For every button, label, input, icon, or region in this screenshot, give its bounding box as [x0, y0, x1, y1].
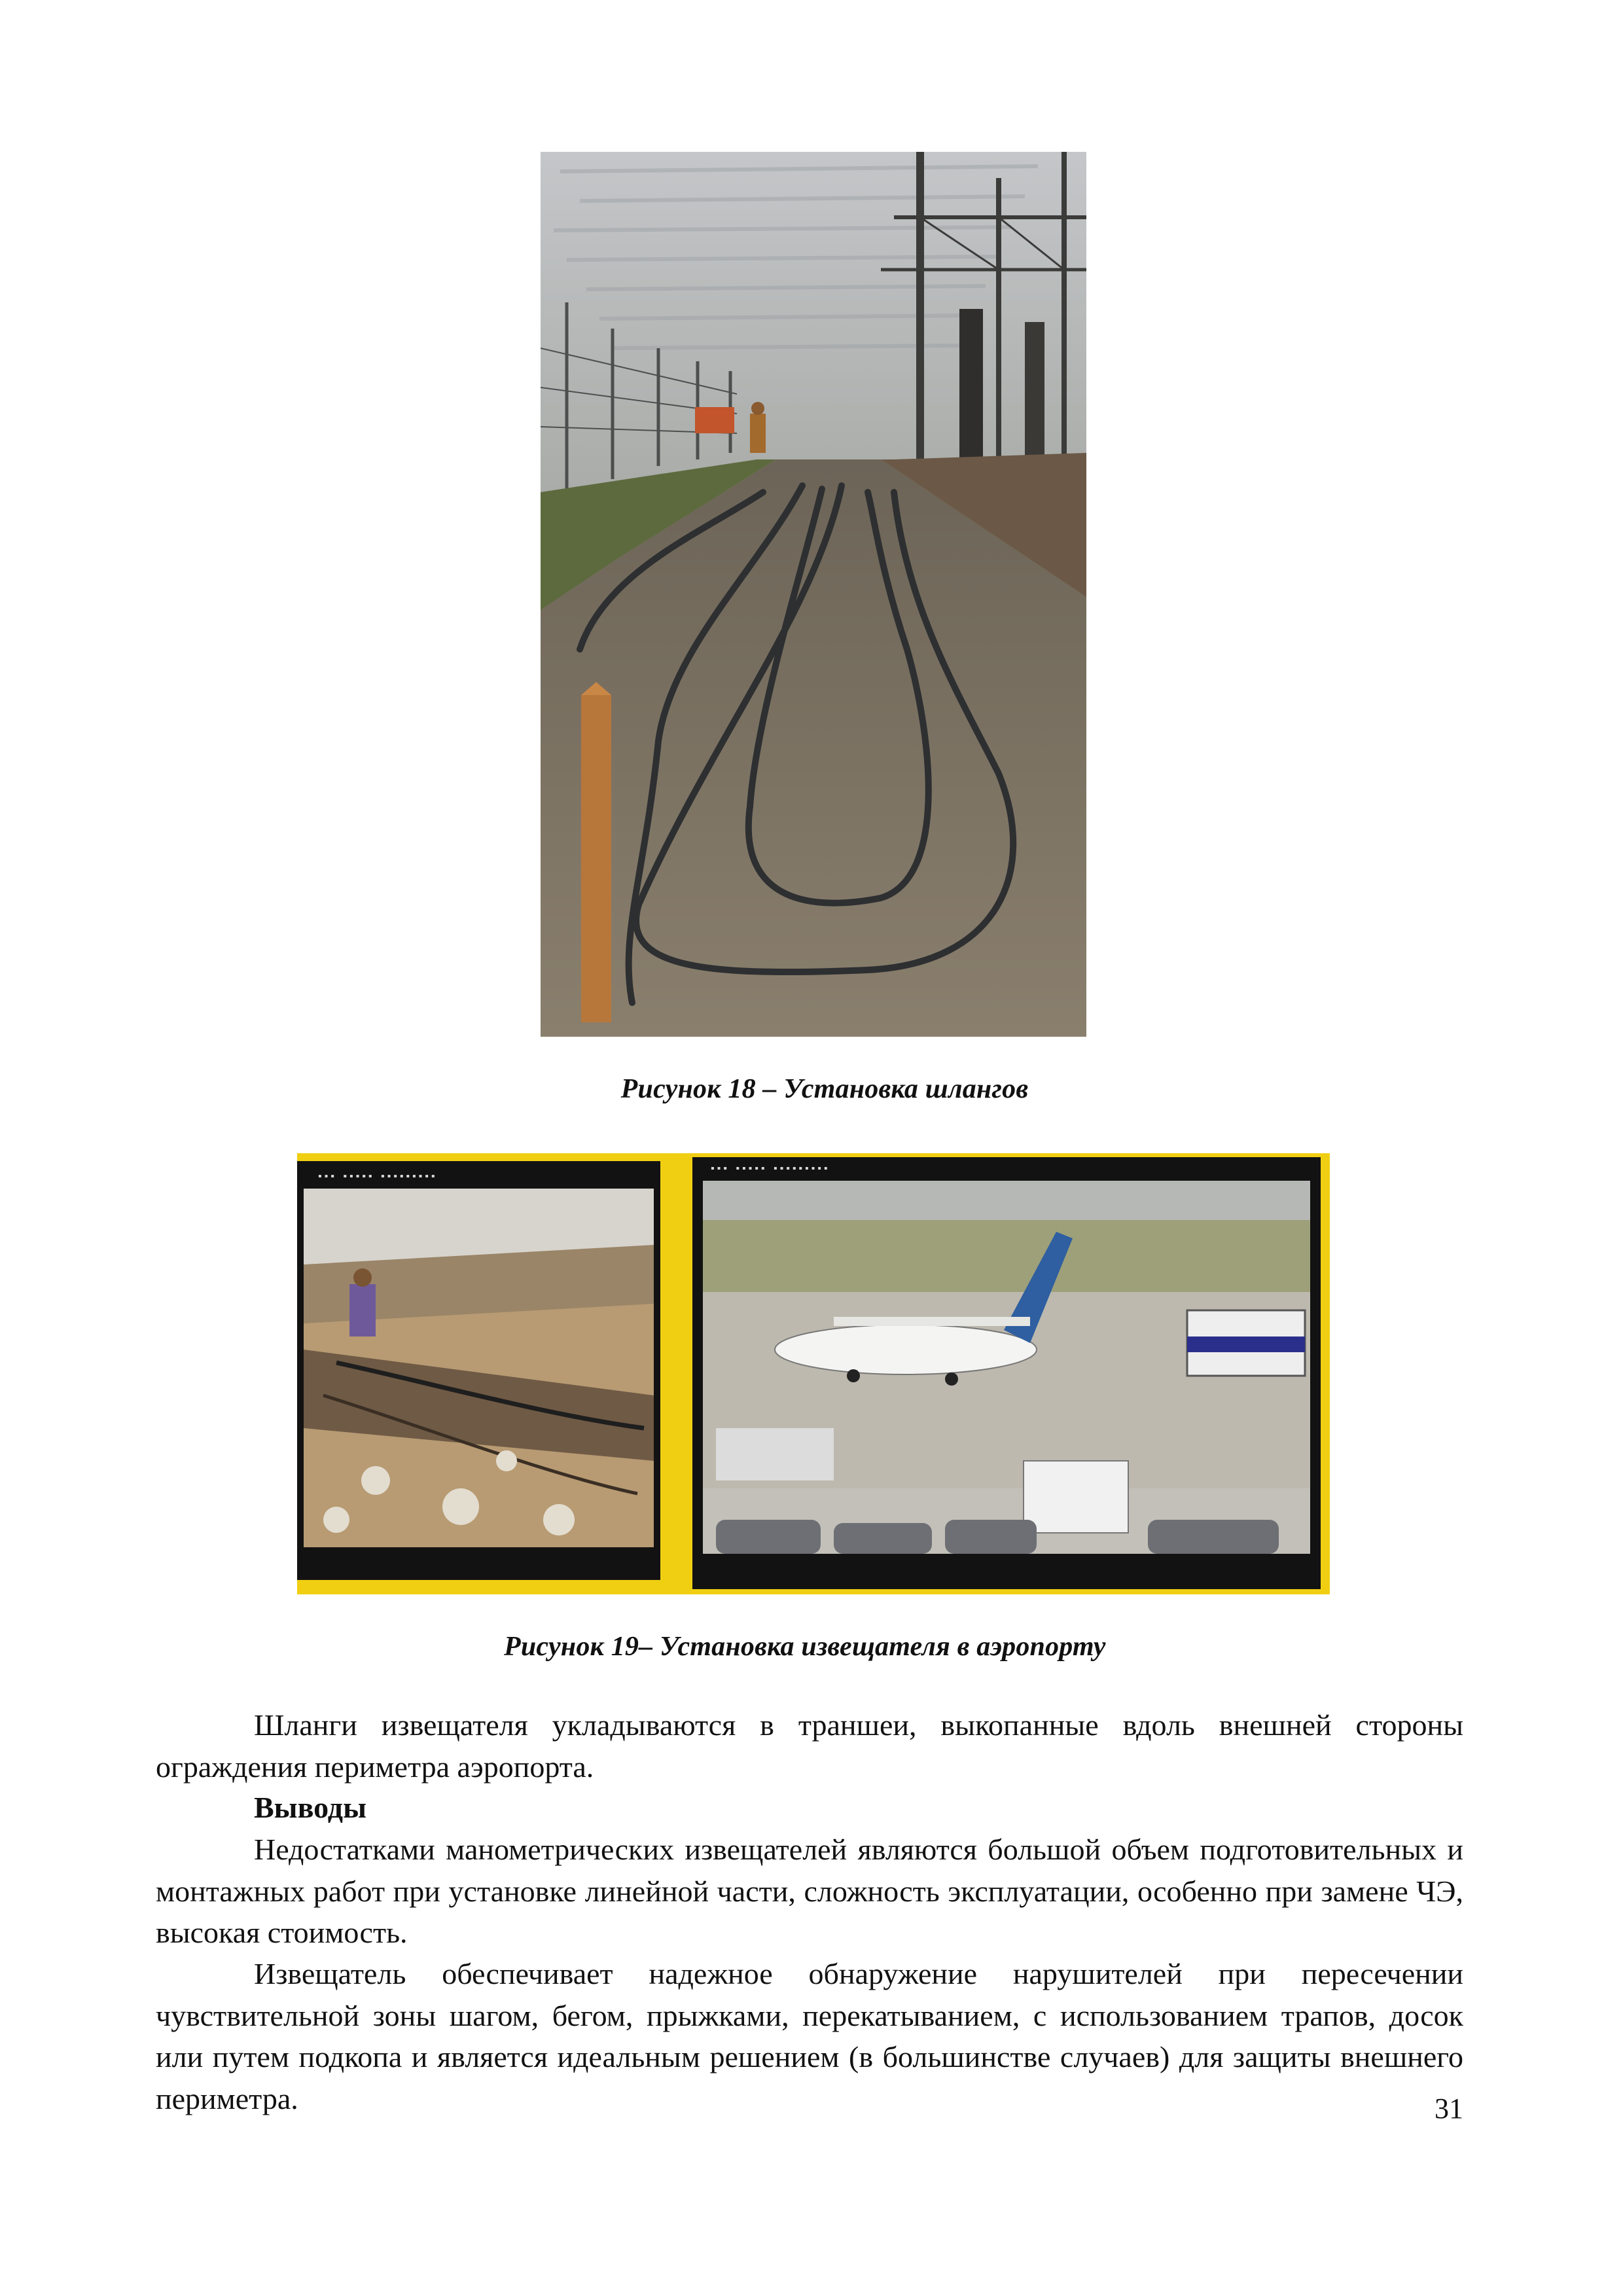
figure-19-caption: Рисунок 19– Установка извещателя в аэропорту [504, 1632, 1106, 1662]
sky [541, 152, 1086, 492]
paragraph-advantages: Извещатель обеспечивает надежное обнаружение нарушителей при пересечении чувствительной зоны шагом, бегом, прыжками, перекатыванием, с использованием трапов, досок или путем подкопа и является идеальным решением (в большинстве случаев) для защиты внешнего периметра. [156, 1957, 1463, 2115]
figure-18-caption: Рисунок 18 – Установка шлангов [620, 1074, 1029, 1104]
transformer [959, 309, 983, 466]
paragraph-hoses: Шланги извещателя укладываются в траншеи, выкопанные вдоль внешней стороны ограждения периметра аэропорта. [156, 1708, 1463, 1784]
section-heading: Выводы [254, 1791, 366, 1824]
van [1024, 1461, 1128, 1533]
airport-installation-illustration [297, 1153, 1330, 1594]
paragraph-drawbacks: Недостатками манометрических извещателей являются большой объем подготовительных и монтажных работ при установке линейной части, сложность эксплуатации, особенно при замене ЧЭ, высокая стоимость. [156, 1833, 1463, 1949]
worker-figure [349, 1284, 376, 1336]
wooden-stake [581, 695, 611, 1022]
hose-trench-illustration [541, 152, 1086, 1037]
right-film-marks: ▪▪▪ ▪▪▪▪▪ ▪▪▪▪▪▪▪▪▪ [709, 1163, 829, 1175]
excavator [695, 407, 734, 433]
page-number: 31 [1435, 2092, 1463, 2125]
worker [750, 414, 766, 453]
figure-19-photo [297, 1153, 1330, 1594]
left-film-marks: ▪▪▪ ▪▪▪▪▪ ▪▪▪▪▪▪▪▪▪ [317, 1171, 437, 1183]
figure-18-photo [541, 152, 1086, 1037]
parked-cars [716, 1520, 1279, 1554]
